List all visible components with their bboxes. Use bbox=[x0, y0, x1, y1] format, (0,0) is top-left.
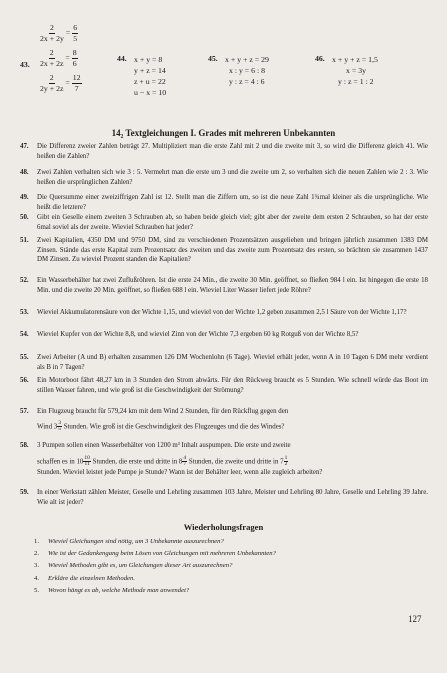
fraction: $\frac{4}{7}$ bbox=[183, 454, 187, 468]
exercise-58: 58. 3 Pumpen sollen einen Wasserbehälter von 1200 m³ Inhalt auspumpen. Die erste und zweite schaffen es in 10 $\frac{10}{11}$ Stunden, die erste und dritte in 8 $\frac{4}{7}$ Stunden, die zweite und dritte in 7 $\frac{1}{2}$ Stunden. Wieviel leistet jede Pumpe je Stunde? Wann ist der Behälter leer, wenn alle zugleich arbeiten? bbox=[20, 442, 323, 476]
equation-row: $\frac{2}{2y + 2z}$ = $\frac{12}{7}$ bbox=[40, 73, 81, 93]
equation-row: $\frac{2}{2x + 2z}$ = $\frac{8}{6}$ bbox=[40, 48, 77, 68]
fraction: $\frac{6}{5}$ bbox=[73, 23, 78, 43]
review-question-3: 3. Wieviel Methoden gibt es, um Gleichungen dieser Art auszurechnen? bbox=[34, 562, 233, 569]
fraction: $\frac{12}{7}$ bbox=[72, 73, 81, 93]
fraction: $\frac{1}{2}$ bbox=[284, 454, 288, 468]
review-question-5: 5. Wovon hängt es ab, welche Methode man anwendet? bbox=[34, 587, 190, 594]
review-question-4: 4. Erkläre die einzelnen Methoden. bbox=[34, 575, 136, 582]
exercise-43-number: 43. bbox=[20, 60, 30, 69]
fraction: $\frac{2}{2y + 2z}$ bbox=[40, 73, 64, 93]
exercise-44-number: 44. bbox=[117, 54, 127, 63]
exercise-46-system: x + y + z = 1,5 x = 3y y : z = 1 : 2 bbox=[332, 55, 378, 86]
fraction: $\frac{3}{5}$ bbox=[58, 419, 61, 433]
exercise-49: 49. Die Quersumme einer zweiziffrigen Zahl ist 12. Stellt man die Ziffern um, so ist die neue Zahl 1¾mal kleiner als die ursprüngliche. Wie heißt die letztere? bbox=[20, 194, 428, 211]
review-question-1: 1. Wieviel Gleichungen sind nötig, um 3 Unbekannte auszurechnen? bbox=[34, 538, 224, 545]
fraction: $\frac{8}{6}$ bbox=[72, 48, 77, 68]
exercise-43-system bbox=[40, 24, 82, 99]
fraction: $\frac{2}{2x + 2z}$ bbox=[40, 48, 64, 68]
exercise-53: 53. Wieviel Akkumulatorensäure von der Wichte 1,15, und wieviel von der Wichte 1,2 geben zusammen 2,5 l Säure von der Wichte 1,17? bbox=[20, 309, 407, 316]
fraction: $\frac{2}{2x + 2y}$ bbox=[40, 23, 64, 43]
section-heading: 14₂ Textgleichungen I. Grades mit mehreren Unbekannten bbox=[111, 128, 336, 138]
exercise-51: 51. Zwei Kapitalien, 4350 DM und 9750 DM, sind zu verschiedenen Prozentsätzen ausgeliehen und bringen jährlich zusammen 1383 DM Zinsen. Stände das erste Kapital zum Prozentsatz des zweiten und das zweite zum Prozentsatz des ersten, so brächten sie zusammen 1437 DM Zinsen. Zu wieviel Prozent standen die Kapitalien? bbox=[20, 237, 428, 264]
exercise-54: 54. Wieviel Kupfer von der Wichte 8,8, und wieviel Zinn von der Wichte 7,3 ergeben 60 kg Rotguß von der Wichte 8,5? bbox=[20, 331, 359, 338]
exercise-48: 48. Zwei Zahlen verhalten sich wie 3 : 5. Vermehrt man die erste um 3 und die zweite um 2, so verhalten sich die neuen Zahlen wie 2 : 3. Wie heißen die ursprünglichen Zahlen? bbox=[20, 169, 428, 186]
exercise-56: 56. Ein Motorboot fährt 48,27 km in 3 Stunden den Strom abwärts. Für den Rückweg braucht es 5 Stunden. Wie schnell würde das Boot im stillen Wasser fahren, und wie groß ist die Geschwindigkeit der Strömung? bbox=[20, 377, 428, 394]
exercise-57: 57. Ein Flugzeug braucht für 579,24 km mit dem Wind 2 Stunden, für den Rückflug gegen den Wind 3 $\frac{3}{5}$ Stunden. Wie groß ist die Geschwindigkeit des Flugzeuges und die des Windes? bbox=[20, 408, 289, 433]
review-question-2: 2. Wie ist der Gedankengang beim Lösen von Gleichungen mit mehreren Unbekannten? bbox=[34, 550, 276, 557]
exercise-50: 50. Gibt ein Geselle einem zweiten 3 Schrauben ab, so haben beide gleich viel; gibt aber der zweite dem ersten 2 Schrauben, so hat der erste 6mal soviel als der zweite. Wieviel Schrauben hat jeder? bbox=[20, 214, 428, 231]
page-number: 127 bbox=[408, 614, 422, 624]
exercise-59: 59. In einer Werkstatt zählen Meister, Geselle und Lehrling zusammen 103 Jahre, Meister und Lehrling 80 Jahre, Geselle und Lehrling 39 Jahre. Wie alt ist jeder? bbox=[20, 489, 428, 506]
exercise-45-number: 45. bbox=[208, 54, 218, 63]
equation-row: $\frac{2}{2x + 2y}$ = $\frac{6}{5}$ bbox=[40, 23, 78, 43]
review-heading: Wiederholungsfragen bbox=[183, 522, 264, 532]
exercise-47: 47. Die Differenz zweier Zahlen beträgt 27. Multipliziert man die erste Zahl mit 2 und die zweite mit 3, so wird die Differenz gleich 41. Wie heißen die Zahlen? bbox=[20, 143, 428, 160]
exercise-44-system: x + y = 8 y + z = 14 z + u = 22 u − x = 10 bbox=[134, 55, 167, 97]
exercise-55: 55. Zwei Arbeiter (A und B) erhalten zusammen 126 DM Wochenlohn (6 Tage). Wieviel erhält jeder, wenn A in 10 Tagen 6 DM mehr verdient als B in 7 Tagen? bbox=[20, 354, 428, 371]
exercise-45-system: x + y + z = 29 x : y = 6 : 8 y : z = 4 : 6 bbox=[225, 55, 269, 86]
exercise-52: 52. Ein Wasserbehälter hat zwei Zuflußröhren. Ist die erste 24 Min., die zweite 30 Min. geöffnet, so fließen 984 l ein. Ist hingegen die erste 18 Min. und die zweite 20 Min. geöffnet, so fließen 688 l ein. Wieviel Liter Wasser liefert jede Röhre? bbox=[20, 277, 428, 294]
exercise-46-number: 46. bbox=[315, 54, 325, 63]
fraction: $\frac{10}{11}$ bbox=[84, 454, 90, 468]
